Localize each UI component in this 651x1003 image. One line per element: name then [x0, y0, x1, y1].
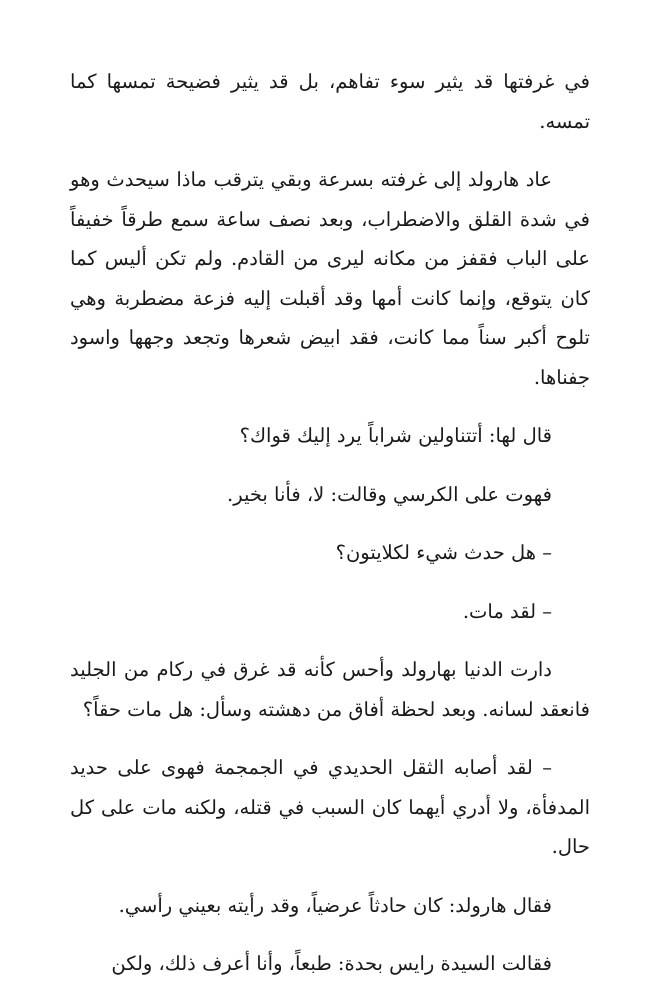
- paragraph-9: فقال هارولد: كان حادثاً عرضياً، وقد رأيته بعيني رأسي.: [118, 893, 552, 917]
- paragraph-8: – لقد أصابه الثقل الحديدي في الجمجمة فهوى على حديد المدفأة، ولا أدري أيهما كان السبب في قتله، ولكنه مات على كل حال.: [70, 756, 590, 858]
- paragraph-7: دارت الدنيا بهارولد وأحس كأنه قد غرق في ركام من الجليد فانعقد لسانه. وبعد لحظة أفاق من دهشته وسأل: هل مات حقاً؟: [70, 658, 590, 721]
- paragraph-5: – هل حدث شيء لكلايتون؟: [335, 541, 552, 564]
- page-text: [70, 62, 590, 1003]
- paragraph-6: – لقد مات.: [462, 599, 552, 623]
- paragraph-1: في غرفتها قد يثير سوء تفاهم، بل قد يثير فضيحة تمسها كما تمسه.: [70, 70, 590, 133]
- paragraph-4: فهوت على الكرسي وقالت: لا، فأنا بخير.: [227, 482, 552, 506]
- paragraph-3: قال لها: أتتناولين شراباً يرد إليك قواك؟: [239, 424, 552, 447]
- paragraph-2: عاد هارولد إلى غرفته بسرعة وبقي يترقب ماذا سيحدث وهو في شدة القلق والاضطراب، وبعد نصف ساعة سمع طرقاً خفيفاً على الباب فقفز من مكانه ليرى من القادم. ولم تكن أليس كما كان يتوقع، وإنما كانت أمها وقد أقبلت إليه فزعة مضطربة وهي تلوح أكبر سناً مما كانت، فقد ابيض شعرها وتجعد وجهها واسود جفناها.: [70, 168, 590, 389]
- paragraph-10: فقالت السيدة رايس بحدة: طبعاً، وأنا أعرف ذلك، ولكن: [111, 952, 552, 975]
